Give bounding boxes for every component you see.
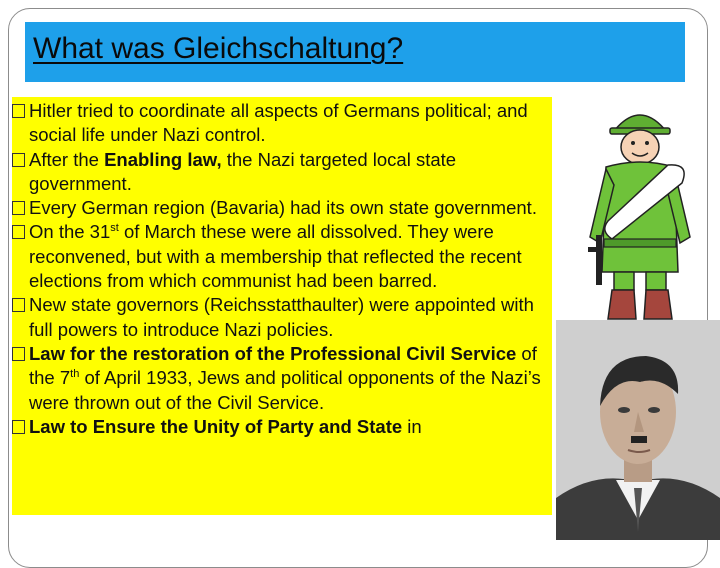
- bullet-text: [29, 148, 552, 197]
- bullet-box-icon: [12, 153, 25, 167]
- bullet-item: [12, 293, 552, 342]
- text-run: Every German region (Bavaria) had its own state government.: [29, 197, 537, 219]
- text-run: After the: [29, 148, 105, 170]
- bullet-box-icon: [12, 347, 25, 361]
- bullet-box-icon: [12, 225, 25, 239]
- text-run: of April 1933, Jews and political opponents of the Nazi’s were thrown out of the Civil Service.: [29, 367, 541, 413]
- bullet-item: [12, 415, 552, 439]
- portrait-photograph: [556, 320, 720, 540]
- slide-title: What was Gleichschaltung?: [33, 32, 404, 65]
- bold-text: Law for the restoration of the Professional Civil Service: [29, 342, 517, 364]
- bullet-text: [29, 99, 552, 148]
- text-run: New state governors (Reichsstatthaulter) were appointed with full powers to introduce Nazi policies.: [29, 294, 534, 340]
- bullet-box-icon: [12, 298, 25, 312]
- bullet-box-icon: [12, 201, 25, 215]
- bullet-box-icon: [12, 104, 25, 118]
- bullet-box-icon: [12, 420, 25, 434]
- bullet-text: [29, 220, 552, 293]
- text-run: the Nazi targeted local state government.: [29, 148, 457, 194]
- text-run: of the 7: [29, 342, 537, 389]
- cartoon-soldier-illustration: [570, 97, 710, 322]
- bullet-text: [29, 415, 552, 439]
- bold-text: Law to Ensure the Unity of Party and State: [29, 415, 403, 437]
- superscript: st: [110, 222, 119, 235]
- bullet-item: [12, 220, 552, 293]
- text-run: of March these were all dissolved. They were reconvened, but with a membership that reflected the recent elections from which communist had been barred.: [29, 221, 522, 292]
- text-run: in: [402, 415, 422, 437]
- bullet-list: [12, 99, 552, 439]
- bullet-item: [12, 196, 552, 220]
- bold-text: Enabling law,: [104, 148, 222, 170]
- bullet-item: [12, 148, 552, 197]
- bullet-text: [29, 342, 552, 415]
- bullet-text: [29, 196, 552, 220]
- superscript: th: [70, 368, 80, 381]
- text-run: On the 31: [29, 221, 111, 243]
- bullet-item: [12, 99, 552, 148]
- bullet-item: [12, 342, 552, 415]
- bullet-text: [29, 293, 552, 342]
- text-run: Hitler tried to coordinate all aspects of Germans political; and social life under Nazi control.: [29, 100, 528, 146]
